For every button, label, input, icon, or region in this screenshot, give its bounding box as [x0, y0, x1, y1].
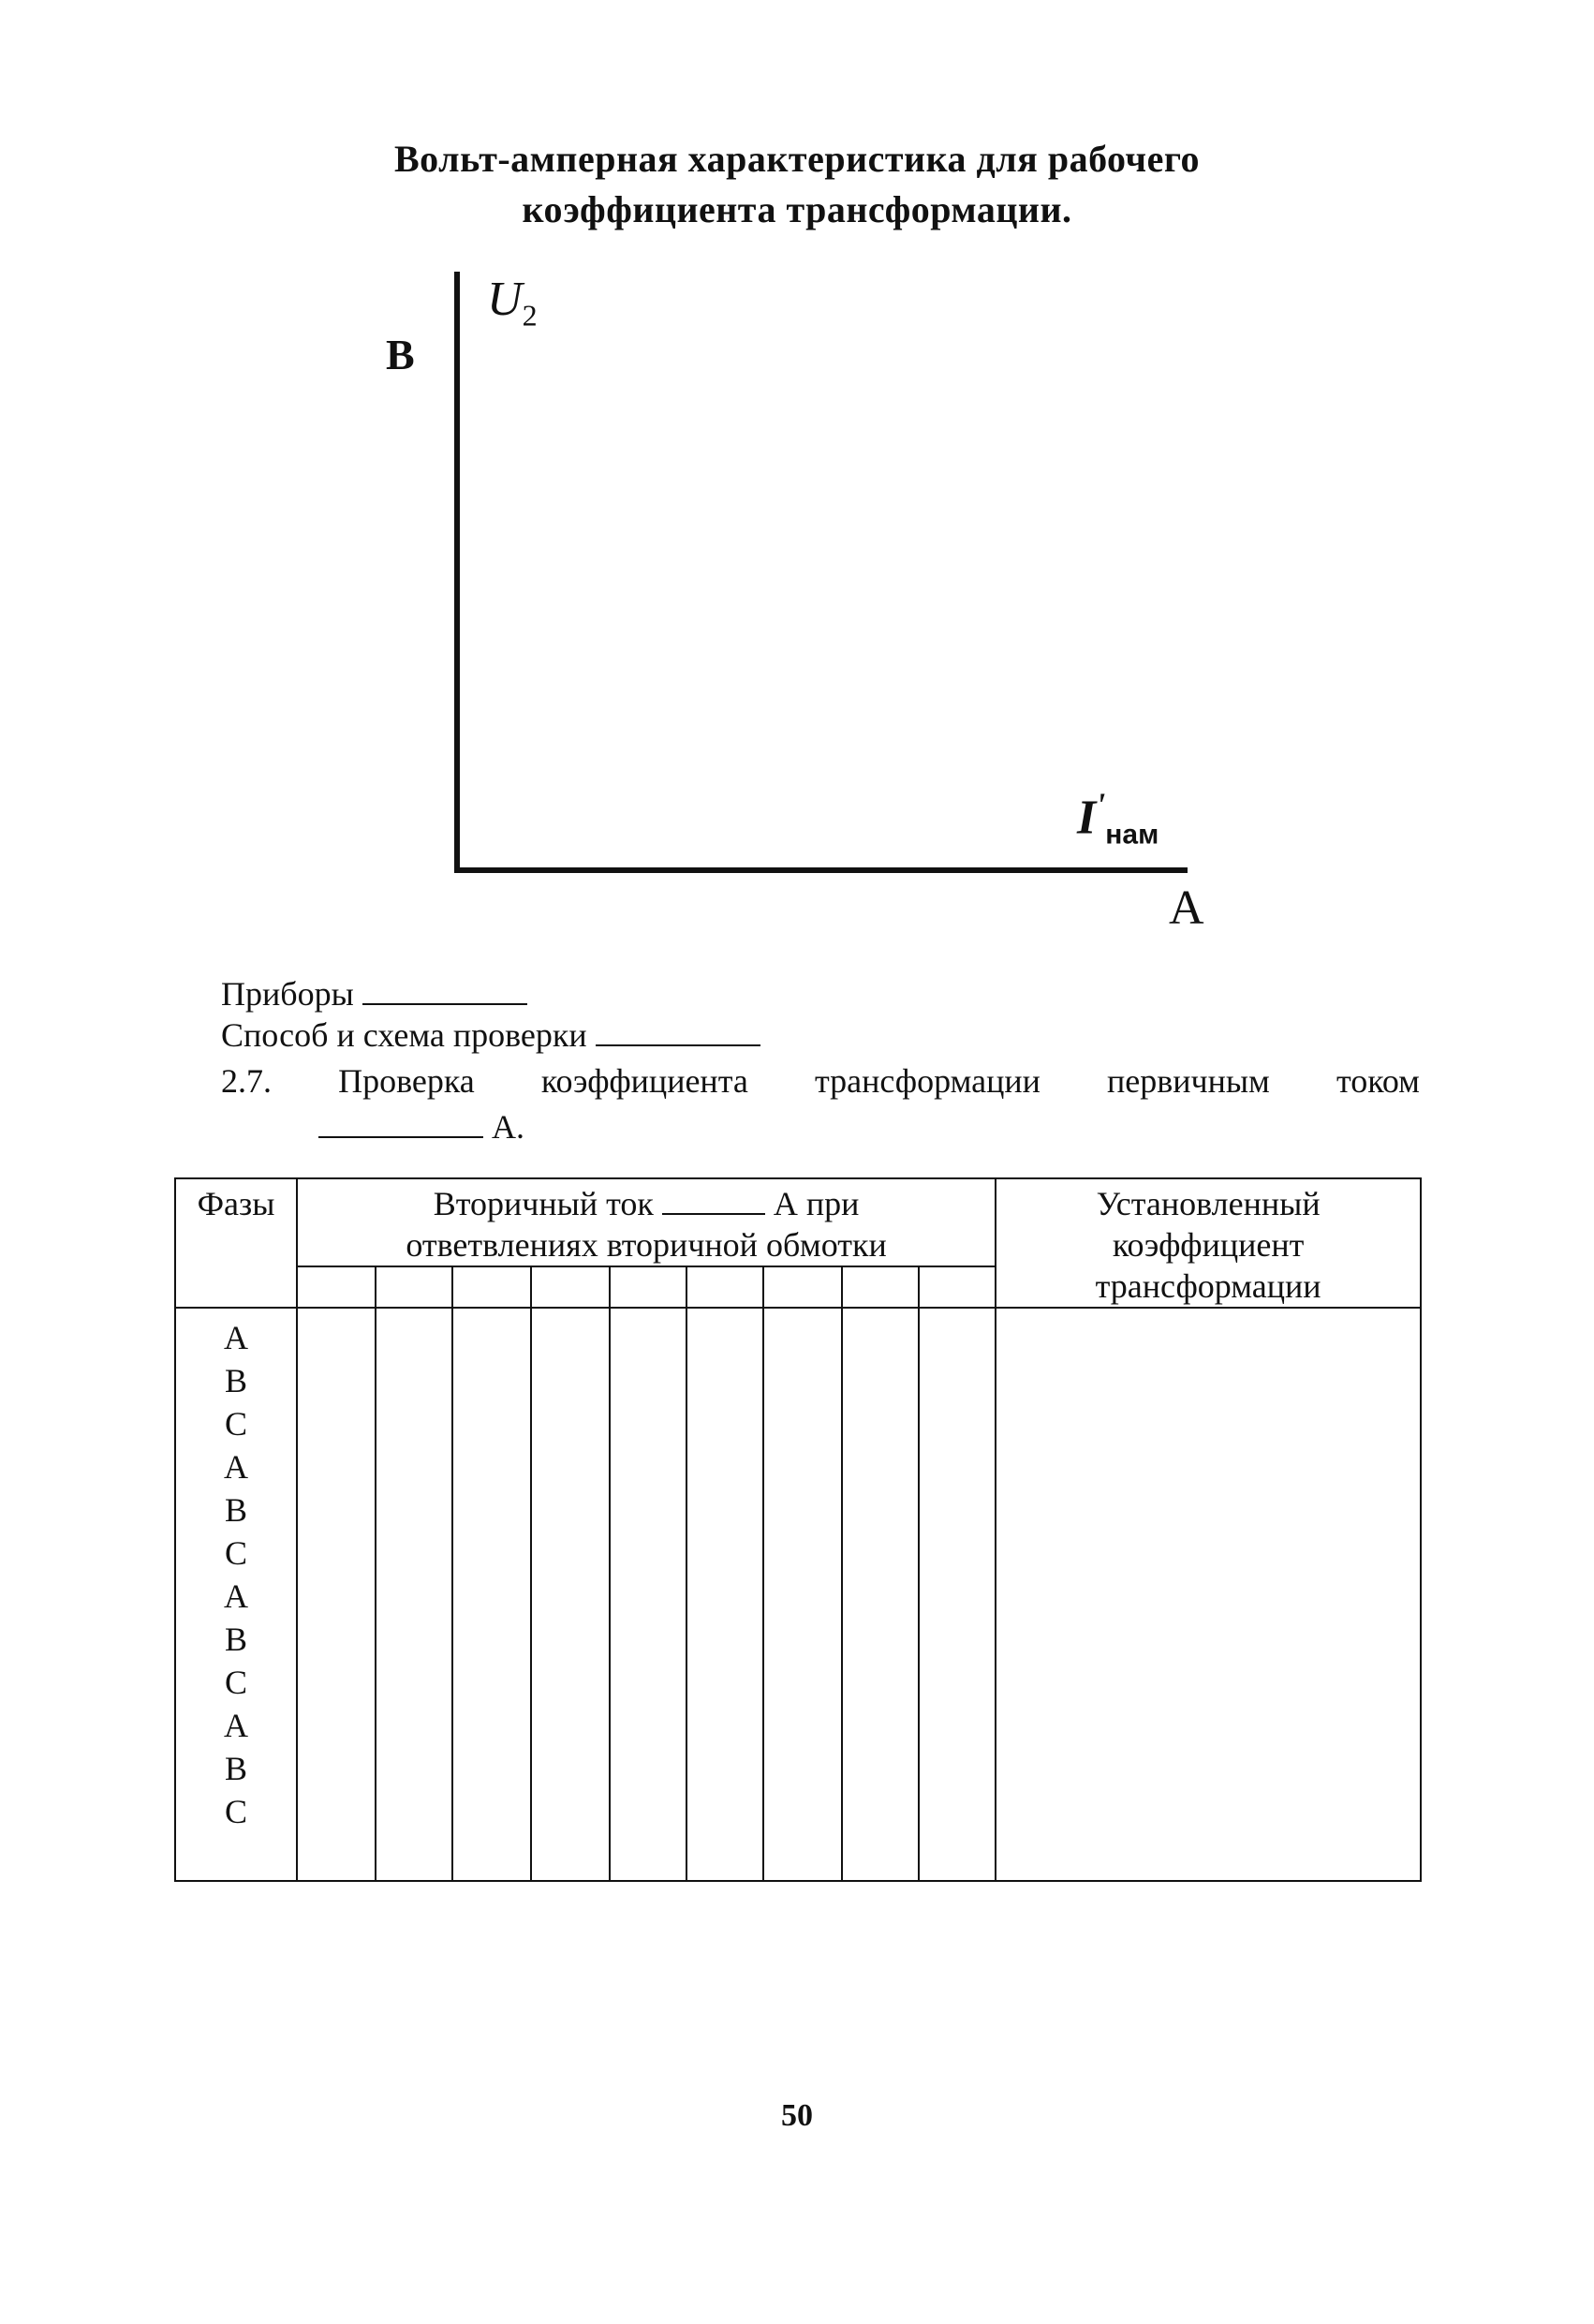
y-axis-unit: В — [386, 331, 415, 378]
header-ratio — [996, 1178, 1421, 1308]
section-heading — [221, 1061, 1420, 1101]
section-word: трансформации — [814, 1062, 1041, 1100]
phase-label: С — [224, 1664, 247, 1701]
current-value-cell[interactable] — [376, 1308, 452, 1881]
header-phases-label: Фазы — [197, 1185, 275, 1222]
ratio-value-cell[interactable] — [996, 1308, 1421, 1881]
ratio-check-table — [174, 1177, 1422, 1882]
phase-label: В — [224, 1491, 247, 1529]
vac-graph-axes — [0, 0, 1594, 955]
instruments-blank[interactable] — [362, 1003, 527, 1005]
tap-header-cell[interactable] — [531, 1266, 610, 1308]
phase-label: С — [224, 1405, 247, 1443]
y-axis-label — [487, 272, 538, 333]
header-secondary-current-line1 — [298, 1183, 995, 1224]
method-blank[interactable] — [596, 1044, 760, 1046]
header-ratio-line2: коэффициент — [1112, 1226, 1305, 1264]
current-value-cell[interactable] — [763, 1308, 842, 1881]
phase-label: А — [224, 1707, 248, 1744]
instruments-label: Приборы — [221, 975, 354, 1013]
header-secondary-current-text: Вторичный ток — [433, 1185, 654, 1222]
secondary-current-blank[interactable] — [662, 1213, 765, 1215]
phases-column — [175, 1308, 297, 1881]
phase-label: А — [224, 1319, 248, 1356]
header-ratio-line3: трансформации — [1095, 1267, 1321, 1305]
phase-label: В — [224, 1750, 247, 1787]
current-value-cell[interactable] — [531, 1308, 610, 1881]
current-value-cell[interactable] — [297, 1308, 376, 1881]
section-unit: А. — [492, 1108, 524, 1146]
phase-label: С — [224, 1534, 247, 1572]
tap-header-cell[interactable] — [376, 1266, 452, 1308]
instruments-row — [221, 974, 527, 1014]
tap-header-cell[interactable] — [763, 1266, 842, 1308]
current-value-cell[interactable] — [919, 1308, 996, 1881]
section-word: первичным — [1106, 1062, 1270, 1100]
phase-label: А — [224, 1448, 248, 1486]
header-secondary-current-text-2: А при — [773, 1185, 860, 1222]
x-axis-symbol: I — [1077, 791, 1097, 845]
header-ratio-line1: Установленный — [1096, 1185, 1321, 1222]
tap-header-cell[interactable] — [686, 1266, 763, 1308]
section-word: коэффициента — [540, 1062, 748, 1100]
page-number: 50 — [781, 2098, 813, 2133]
phase-label: В — [224, 1362, 247, 1399]
current-value-cell[interactable] — [686, 1308, 763, 1881]
tap-header-cell[interactable] — [610, 1266, 686, 1308]
current-value-cell[interactable] — [842, 1308, 919, 1881]
header-phases — [175, 1178, 297, 1308]
x-axis-label — [1077, 785, 1159, 851]
section-current-row — [318, 1107, 524, 1147]
x-axis-unit: А — [1169, 881, 1204, 935]
phase-label: А — [224, 1577, 248, 1615]
page-title-line-2: коэффициента трансформации. — [522, 188, 1072, 230]
tap-header-cell[interactable] — [452, 1266, 531, 1308]
header-secondary-current-line2: ответвлениях вторичной обмотки — [406, 1226, 887, 1264]
section-word: током — [1336, 1062, 1420, 1100]
method-label: Способ и схема проверки — [221, 1016, 587, 1054]
page-title-line-1: Вольт-амперная характеристика для рабочего — [393, 138, 1200, 180]
section-number: 2.7. — [221, 1062, 272, 1100]
tap-header-cell[interactable] — [919, 1266, 996, 1308]
phase-label: В — [224, 1621, 247, 1658]
header-secondary-current — [297, 1178, 996, 1266]
x-axis-subscript: нам — [1105, 819, 1159, 851]
x-axis-prime: ' — [1096, 786, 1106, 823]
section-word: Проверка — [338, 1062, 475, 1100]
primary-current-blank[interactable] — [318, 1136, 483, 1138]
method-row — [221, 1015, 760, 1055]
tap-header-cell[interactable] — [842, 1266, 919, 1308]
current-value-cell[interactable] — [610, 1308, 686, 1881]
current-value-cell[interactable] — [452, 1308, 531, 1881]
tap-header-cell[interactable] — [297, 1266, 376, 1308]
y-axis-symbol: U — [487, 273, 523, 326]
y-axis-subscript: 2 — [522, 298, 538, 333]
phase-label: С — [224, 1793, 247, 1830]
